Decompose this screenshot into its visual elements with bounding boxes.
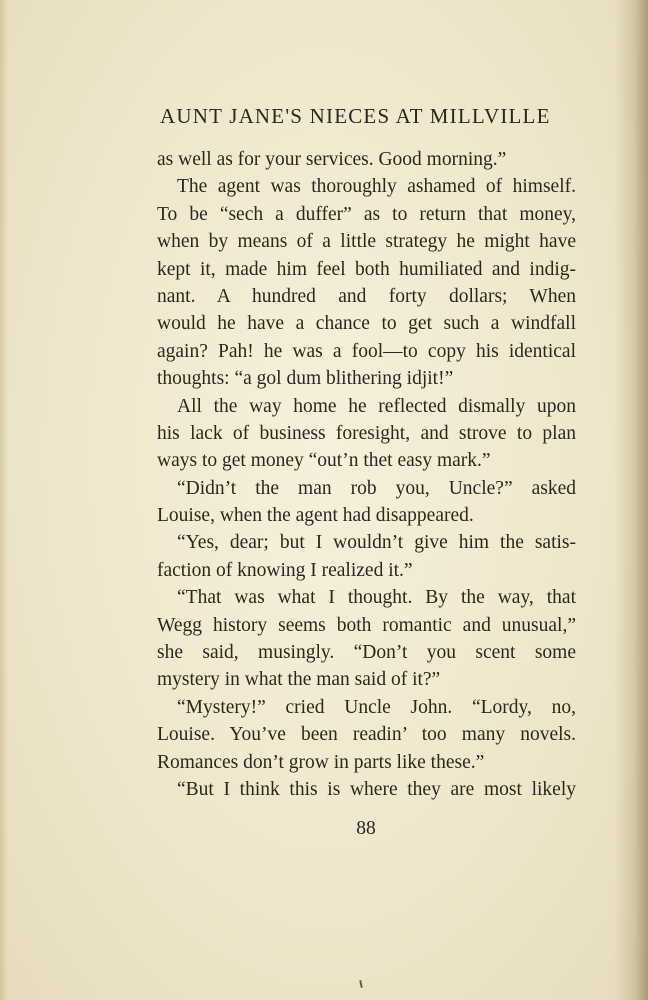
text-line: “Yes, dear; but I wouldn’t give him the satis- bbox=[177, 532, 576, 554]
page-edge-shading bbox=[0, 0, 8, 1000]
text-line: “Didn’t the man rob you, Uncle?” asked bbox=[177, 477, 576, 499]
spine-shadow bbox=[614, 0, 648, 1000]
text-line: would he have a chance to get such a windfall bbox=[157, 313, 576, 335]
text-line: as well as for your services. Good morning.” bbox=[157, 149, 507, 170]
text-line: Louise, when the agent had disappeared. bbox=[157, 505, 474, 527]
text-line: Wegg history seems both romantic and unusual,” bbox=[157, 614, 576, 636]
text-line: The agent was thoroughly ashamed of himself. bbox=[177, 176, 576, 198]
text-line: she said, musingly. “Don’t you scent some bbox=[157, 642, 576, 664]
text-line: nant. A hundred and forty dollars; When bbox=[157, 285, 576, 307]
text-line: Louise. You’ve been readin’ too many novels. bbox=[157, 724, 576, 746]
running-head: AUNT JANE'S NIECES AT MILLVILLE bbox=[160, 104, 551, 128]
text-line: ways to get money “out’n thet easy mark.” bbox=[157, 450, 491, 472]
paper-speck bbox=[359, 980, 363, 988]
text-line: when by means of a little strategy he might have bbox=[157, 231, 576, 253]
text-line: thoughts: “a gol dum blithering idjit!” bbox=[157, 368, 454, 390]
text-line: “But I think this is where they are most likely bbox=[177, 778, 576, 800]
text-line: All the way home he reflected dismally upon bbox=[177, 395, 576, 417]
text-line: his lack of business foresight, and strove to plan bbox=[157, 422, 576, 444]
text-line: “Mystery!” cried Uncle John. “Lordy, no, bbox=[177, 696, 576, 718]
text-line: Romances don’t grow in parts like these.” bbox=[157, 751, 485, 773]
body-text bbox=[157, 146, 576, 803]
page-number: 88 bbox=[356, 818, 376, 839]
text-line: again? Pah! he was a fool—to copy his identical bbox=[157, 340, 576, 362]
text-line: “That was what I thought. By the way, that bbox=[177, 587, 576, 609]
text-line: mystery in what the man said of it?” bbox=[157, 669, 441, 691]
text-line: kept it, made him feel both humiliated and indig- bbox=[157, 258, 576, 280]
text-line: To be “sech a duffer” as to return that money, bbox=[157, 203, 576, 225]
text-line: faction of knowing I realized it.” bbox=[157, 559, 413, 581]
